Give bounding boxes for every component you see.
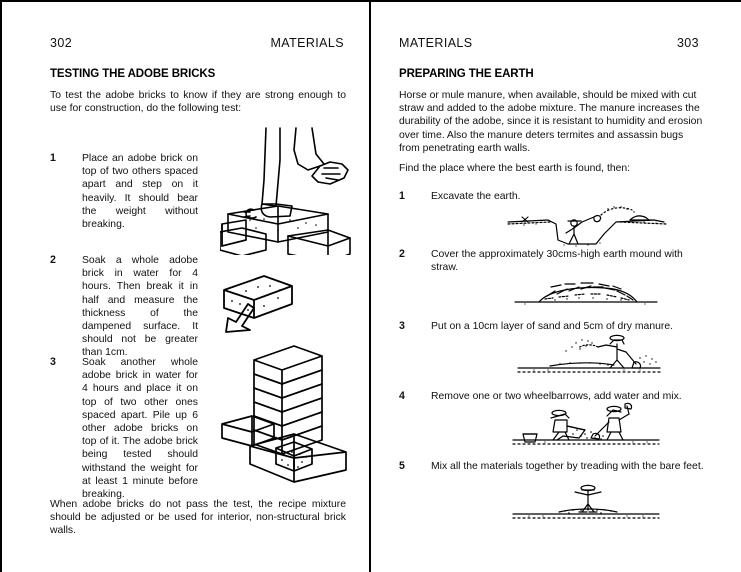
left-step-3-text: Soak another whole adobe brick in water for 4 hours and place it on top of two other ones spaced apart. Pile up 6 other adobe bricks on top of it. The adobe brick being tested should withstand the weight for at least 1 minute before breaking. [82, 357, 198, 501]
left-section-title: TESTING THE ADOBE BRICKS [50, 68, 216, 80]
figure-worker-digging-pit [504, 200, 669, 248]
left-step-3 [50, 356, 198, 501]
right-section-title: PREPARING THE EARTH [399, 68, 534, 80]
left-step-3-number: 3 [50, 356, 56, 368]
right-page [369, 2, 741, 572]
left-step-1-number: 1 [50, 152, 56, 164]
left-page-number: 302 [50, 36, 73, 50]
right-running-head: MATERIALS [399, 36, 473, 50]
right-step-2-text: Cover the approximately 30cms-high earth mound with straw. [431, 249, 683, 274]
right-step-5-text: Mix all the materials together by treading with the bare feet. [431, 461, 704, 472]
figure-worker-treading-mix [509, 480, 664, 524]
right-page-number: 303 [676, 36, 699, 50]
figure-single-brick-with-arrow [218, 260, 328, 340]
left-step-2-number: 2 [50, 254, 56, 266]
left-intro-paragraph: To test the adobe bricks to know if they are strong enough to use for construction, do the following test: [50, 90, 346, 115]
right-step-1-text: Excavate the earth. [431, 191, 521, 202]
right-lead-in-text: Find the place where the best earth is found, then: [399, 163, 631, 174]
figure-feet-standing-on-brick [220, 120, 355, 255]
figure-brick-stack-on-spanning-brick [216, 334, 361, 484]
right-step-2 [399, 248, 704, 274]
left-step-2-text: Soak a whole adobe brick in water for 4 hours. Then break it in half and measure the thickness of the dampened surface. It should not be greater than 1cm. [82, 255, 198, 359]
figure-earth-mound-with-straw [509, 278, 664, 310]
right-step-5 [399, 460, 704, 473]
right-intro-paragraph: Horse or mule manure, when available, should be mixed with cut straw and added to the adobe mixture. The manure increases the durability of the adobe, since it is resistant to humidity and erosion over time. Also the manure deters termites and assassin bugs from penetrating earth walls. [399, 90, 703, 154]
right-step-5-number: 5 [399, 460, 405, 472]
left-step-2 [50, 254, 198, 360]
right-step-2-number: 2 [399, 248, 405, 260]
left-page [2, 2, 369, 572]
page-gutter-divider [369, 2, 371, 572]
left-step-1-text: Place an adobe brick on top of two others spaced apart and step on it heavily. It should bear the weight without breaking. [82, 153, 198, 231]
right-step-3-number: 3 [399, 320, 405, 332]
left-closing-paragraph: When adobe bricks do not pass the test, the recipe mixture should be adjusted or be used for interior, non-structural brick walls. [50, 499, 346, 537]
right-step-4-number: 4 [399, 390, 405, 402]
figure-workers-wheelbarrow-mixing [509, 400, 664, 450]
right-step-4-text: Remove one or two wheelbarrows, add water and mix. [431, 391, 682, 402]
right-step-1-number: 1 [399, 190, 405, 202]
left-step-1 [50, 152, 198, 231]
left-running-head: MATERIALS [270, 36, 344, 50]
figure-worker-spreading-sand [514, 330, 664, 378]
right-step-3-text: Put on a 10cm layer of sand and 5cm of dry manure. [431, 321, 673, 332]
spread-container [2, 2, 741, 572]
